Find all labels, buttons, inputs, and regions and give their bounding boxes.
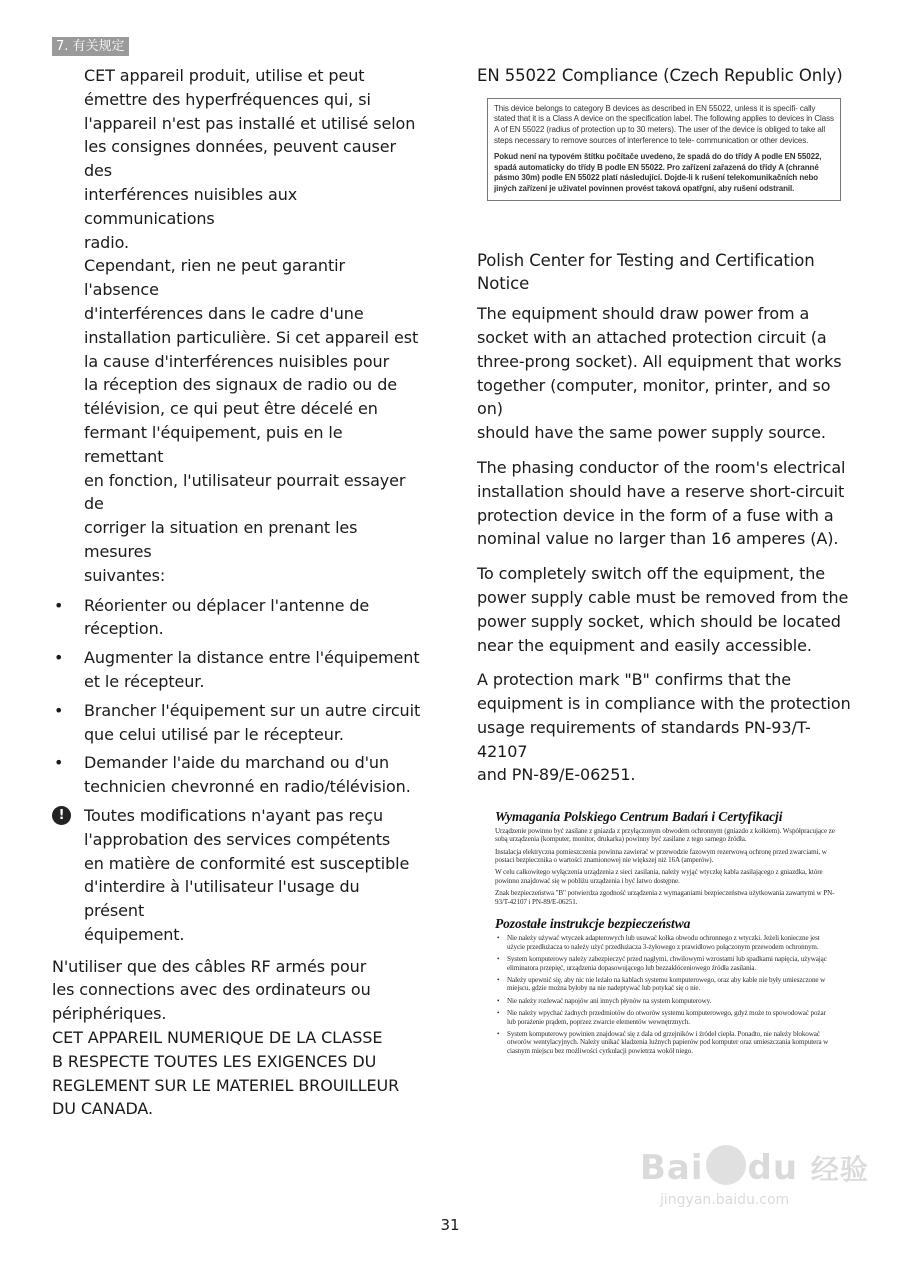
polish-doc-item-text: Nie należy wpychać żadnych przedmiotów do otworów systemu komputerowego, gdyż może to spowodować pożar lub porażenie prądem, poprzez zwarcie elementów wewnętrznych. xyxy=(507,1009,826,1026)
list-item xyxy=(52,594,424,642)
text-line: REGLEMENT SUR LE MATERIEL BROUILLEUR xyxy=(52,1075,400,1095)
paw-icon xyxy=(706,1145,746,1185)
list-item xyxy=(52,646,424,694)
text-line: les consignes données, peuvent causer des xyxy=(84,137,396,181)
canada-compliance-note xyxy=(52,1026,424,1121)
text-line: To completely switch off the equipment, the xyxy=(477,564,826,584)
phasing-conductor-paragraph xyxy=(477,456,852,551)
text-line: d'interférences dans le cadre d'une xyxy=(84,303,364,323)
text-line: que celui utilisé par le récepteur. xyxy=(84,724,344,744)
text-line: périphériques. xyxy=(52,1004,167,1024)
text-line: Réorienter ou déplacer l'antenne de xyxy=(84,595,370,615)
intro-paragraph xyxy=(52,64,424,588)
warning-text xyxy=(84,804,424,947)
polish-doc-paragraph: Urządzenie powinno być zasilane z gniazda z przyłączonym obwodem ochronnym (gniazdo z kołkiem). Współpracujące ze sobą urządzenia (komputer, monitor, drukarka) powinny być zasilane z tego samego źródła. xyxy=(495,826,835,844)
heading-line: Notice xyxy=(477,274,530,294)
polish-doc-item-text: System komputerowy należy zabezpieczyć przed nagłymi, chwilowymi wzrostami lub spadkami napięcia, używając eliminatora przepięć, urządzenia dopasowującego lub bezzakłóceniowego źródła zasilania. xyxy=(507,955,827,972)
text-line: la cause d'interférences nuisibles pour xyxy=(84,351,390,371)
text-line: equipment is in compliance with the protection xyxy=(477,694,851,714)
text-line: suivantes: xyxy=(84,565,166,585)
bullet-icon: • xyxy=(497,1030,500,1038)
heading-line: Polish Center for Testing and Certification xyxy=(477,250,815,270)
text-line: socket with an attached protection circuit (a xyxy=(477,327,827,347)
polish-doc-title: Wymagania Polskiego Centrum Badań i Certyfikacji xyxy=(495,809,783,825)
watermark-logo-right: du xyxy=(747,1148,799,1188)
bullet-icon: • xyxy=(54,648,64,668)
text-line: la réception des signaux de radio ou de xyxy=(84,375,397,395)
power-socket-paragraph xyxy=(477,302,852,445)
polish-doc-paragraph: Znak bezpieczeństwa "B" potwierdza zgodność urządzenia z wymaganiami bezpieczeństwa użytkowania zawartymi w PN-93/T-42107 i PN-89/E-06251. xyxy=(495,889,835,906)
en55022-notice-image xyxy=(487,98,841,201)
watermark-logo-left: Bai xyxy=(640,1148,704,1188)
text-line: N'utiliser que des câbles RF armés pour xyxy=(52,956,367,976)
polish-doc-item xyxy=(495,1030,835,1055)
list-item xyxy=(52,699,424,747)
section-tag: 7. 有关规定 xyxy=(52,37,129,56)
text-line: DU CANADA. xyxy=(52,1099,153,1119)
text-line: télévision, ce qui peut être décelé en xyxy=(84,399,378,419)
polish-doc-paragraph: W celu całkowitego wyłączenia urządzenia z sieci zasilania, należy wyjąć wtyczkę kabla zasilającego z gniazdka, które powinno znajdować się w pobliżu urządzenia i być łatwo dostępne. xyxy=(495,868,823,885)
text-line: Brancher l'équipement sur un autre circuit xyxy=(84,700,421,720)
text-line: A protection mark "B" confirms that the xyxy=(477,670,791,690)
text-line: l'approbation des services compétents xyxy=(84,829,391,849)
polish-doc-item xyxy=(495,976,835,993)
watermark-url: jingyan.baidu.com xyxy=(660,1192,790,1208)
text-line: l'appareil n'est pas installé et utilisé selon xyxy=(84,113,416,133)
exclamation-icon: ! xyxy=(52,806,71,825)
bullet-icon: • xyxy=(54,700,64,720)
right-column xyxy=(477,64,852,1059)
text-line: near the equipment and easily accessible. xyxy=(477,635,812,655)
text-line: d'interdire à l'utilisateur l'usage du présent xyxy=(84,877,360,921)
text-line: équipement. xyxy=(84,924,185,944)
measures-list xyxy=(52,594,424,799)
text-line: en matière de conformité est susceptible xyxy=(84,853,410,873)
baidu-watermark xyxy=(640,1145,880,1245)
text-line: fermant l'équipement, puis en le remettant xyxy=(84,422,343,466)
bullet-icon: • xyxy=(497,934,500,943)
text-line: Cependant, rien ne peut garantir l'absence xyxy=(84,256,345,300)
text-line: power supply socket, which should be located xyxy=(477,611,841,631)
text-line: CET APPAREIL NUMERIQUE DE LA CLASSE xyxy=(52,1028,383,1048)
text-line: should have the same power supply source. xyxy=(477,423,826,443)
warning-block xyxy=(52,804,424,947)
bullet-icon: • xyxy=(497,975,500,984)
text-line: Demander l'aide du marchand ou d'un xyxy=(84,753,390,773)
text-line: réception. xyxy=(84,619,164,639)
polish-doc-item-text: Nie należy rozlewać napojów ani innych płynów na system komputerowy. xyxy=(507,996,712,1005)
bullet-icon: • xyxy=(54,595,64,615)
bullet-icon: • xyxy=(497,1009,500,1018)
text-line: nominal value no larger than 16 amperes (A). xyxy=(477,529,839,549)
switch-off-paragraph xyxy=(477,562,852,657)
polish-center-heading xyxy=(477,249,852,297)
rf-cable-note xyxy=(52,955,424,1026)
bullet-icon: • xyxy=(497,955,500,964)
text-line: together (computer, monitor, printer, and so on) xyxy=(477,375,831,419)
text-line: installation should have a reserve short-circuit xyxy=(477,481,845,501)
polish-doc-subtitle: Pozostałe instrukcje bezpieczeństwa xyxy=(495,915,691,931)
text-line: interférences nuisibles aux communications xyxy=(84,184,298,228)
text-line: power supply cable must be removed from the xyxy=(477,587,849,607)
text-line: Augmenter la distance entre l'équipement xyxy=(84,648,420,668)
text-line: three-prong socket). All equipment that works xyxy=(477,351,842,371)
text-line: The phasing conductor of the room's electrical xyxy=(477,457,846,477)
text-line: protection device in the form of a fuse with a xyxy=(477,505,834,525)
text-line: The equipment should draw power from a xyxy=(477,304,810,324)
polish-doc-item-text: Nie należy używać wtyczek adapterowych lub usuwać kołka obwodu ochronnego z wtyczki. Jeżeli konieczne jest użycie przedłużacza to należy użyć przedłużacza 3-żyłowego z prawidłowo połączonym przewodem ochronnym. xyxy=(507,934,820,951)
polish-requirements-image xyxy=(495,809,835,1055)
text-line: technicien chevronné en radio/télévision. xyxy=(84,777,411,797)
text-line: and PN-89/E-06251. xyxy=(477,765,636,785)
left-column xyxy=(52,64,424,1121)
polish-doc-item-text: System komputerowy powinien znajdować się z dala od grzejników i źródeł ciepła. Ponadto, nie należy blokować otworów wentylacyjnych. Należy unikać kładzenia luźnych papierów pod komputer oraz umieszczania komputera w ciasnym miejscu bez możliwości cyrkulacji powietrza wokół niego. xyxy=(507,1030,829,1055)
text-line: émettre des hyperfréquences qui, si xyxy=(84,89,371,109)
polish-doc-item xyxy=(495,1009,835,1026)
text-line: B RESPECTE TOUTES LES EXIGENCES DU xyxy=(52,1051,377,1071)
text-line: usage requirements of standards PN-93/T-42107 xyxy=(477,717,811,761)
bullet-icon: • xyxy=(54,753,64,773)
text-line: installation particulière. Si cet appareil est xyxy=(84,327,419,347)
text-line: radio. xyxy=(84,232,129,252)
text-line: CET appareil produit, utilise et peut xyxy=(84,66,365,85)
text-line: et le récepteur. xyxy=(84,671,205,691)
page-number: 31 xyxy=(440,1216,460,1234)
polish-doc-item xyxy=(495,997,835,1005)
protection-mark-paragraph xyxy=(477,668,852,787)
polish-doc-item xyxy=(495,934,835,951)
en55022-notice-english: This device belongs to category B devices as described in EN 55022, unless it is specifi- cally stated that it is a Class A device on the specification label. The following applies to devices in Class A of EN 55022 (radius of protection up to 30 meters). The user of the device is obliged to take all steps necessary to remove sources of interference to tele- communication or other devices. xyxy=(494,103,834,145)
polish-doc-paragraph: Instalacja elektryczna pomieszczenia powinna zawierać w przewodzie fazowym rezerwową ochronę przed zwarciami, w postaci bezpiecznika o wartości znamionowej nie większej niż 16A (amperów). xyxy=(495,847,827,864)
text-line: les connections avec des ordinateurs ou xyxy=(52,980,371,1000)
text-line: corriger la situation en prenant les mesures xyxy=(84,518,358,561)
en55022-heading: EN 55022 Compliance (Czech Republic Only) xyxy=(477,66,843,85)
polish-doc-item-text: Należy upewnić się, aby nic nie leżało na kablach systemu komputerowego, oraz aby kable nie były umieszczone w miejscu, gdzie można byłoby na nie nadeptywać lub potykać się o nie. xyxy=(507,975,826,993)
en55022-notice-czech: Pokud není na typovém štítku počítače uvedeno, že spadá do do třídy A podle EN 55022, spadá automaticky do třídy B podle EN 55022. Pro zařízení zařazená do třídy A (chranné pásmo 30m) podle EN 55022 platí následující. Dojde-li k rušení telekomunikačních nebo jiných zařízení je uživatel povinnen provést taková opatřgní, aby rušení odstranil. xyxy=(494,152,822,193)
text-line: Toutes modifications n'ayant pas reçu xyxy=(84,805,384,825)
watermark-logo-cn: 经验 xyxy=(810,1153,869,1186)
polish-doc-item xyxy=(495,955,835,972)
bullet-icon: • xyxy=(497,996,500,1005)
polish-doc-list xyxy=(495,934,835,1055)
list-item xyxy=(52,751,424,799)
text-line: en fonction, l'utilisateur pourrait essayer de xyxy=(84,470,406,514)
polish-doc-paragraphs xyxy=(495,827,835,906)
